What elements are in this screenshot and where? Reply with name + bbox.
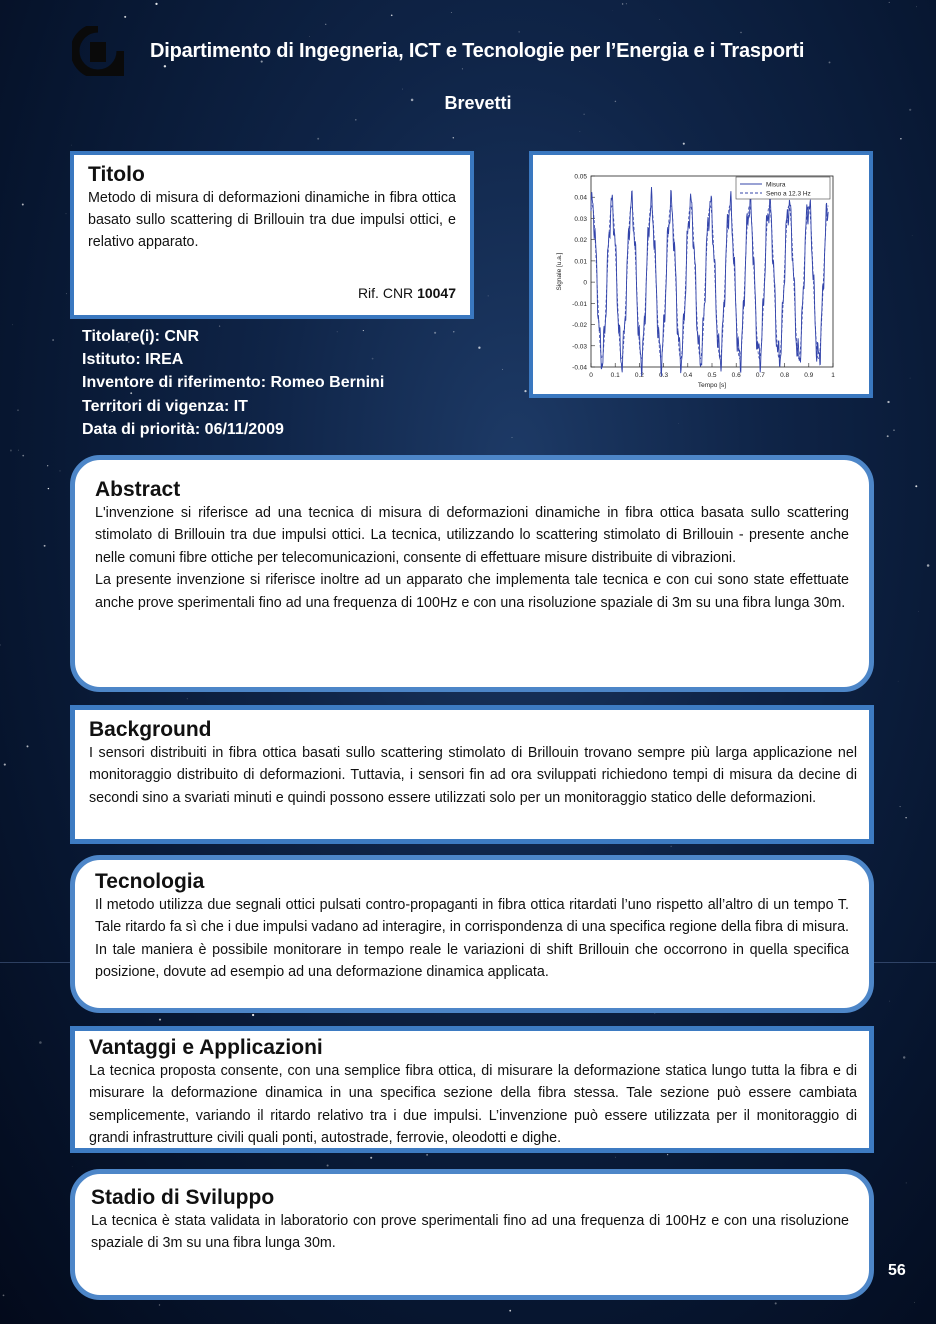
x-tick-label: 0.6 — [731, 372, 741, 379]
star — [66, 214, 67, 215]
star — [893, 430, 894, 431]
inventore: Inventore di riferimento: Romeo Bernini — [82, 374, 385, 392]
signal-chart — [533, 155, 869, 394]
x-tick-label: 0.1 — [610, 372, 620, 379]
x-axis-label: Tempo [s] — [697, 382, 727, 389]
star — [60, 470, 61, 471]
section-title: Brevetti — [444, 93, 512, 113]
star — [927, 564, 930, 567]
data-priorita: Data di priorità: 06/11/2009 — [82, 420, 284, 438]
star — [509, 1310, 511, 1312]
star — [912, 235, 913, 236]
star — [434, 332, 436, 334]
star — [4, 764, 6, 766]
y-tick-label: 0.02 — [574, 237, 587, 245]
star — [453, 137, 454, 138]
titolo-text: Metodo di misura di deformazioni dinamiche in fibra ottica basato sullo scattering di Brillouin tra due impulsi ottici, e relativo apparato. — [88, 190, 456, 250]
x-tick-label: 0.5 — [707, 372, 717, 379]
star — [71, 145, 72, 146]
patent-reference — [358, 285, 456, 301]
star — [22, 455, 24, 457]
star — [519, 31, 520, 32]
star — [916, 6, 917, 7]
star — [309, 36, 310, 37]
star — [402, 89, 403, 90]
star — [159, 1304, 160, 1305]
star — [47, 465, 48, 466]
star — [580, 131, 581, 132]
star — [900, 806, 901, 807]
y-tick-label: -0.02 — [572, 322, 587, 330]
background-text: I sensori distribuiti in fibra ottica basati sullo scattering stimolato di Brillouin trovano sempre più larga applicazione nel monitoraggio distribuito di deformazioni. Tuttavia, i sensori fin ad ora sviluppati richiedono tempi di misura da decine di secondi sino a svariati minuti e quindi possono essere utilizzati solo per un monitoraggio statico delle deformazioni. — [89, 745, 857, 806]
star — [52, 339, 54, 341]
star — [462, 68, 463, 69]
star — [17, 409, 19, 411]
star — [451, 12, 452, 13]
rif-number: 10047 — [417, 285, 456, 301]
abstract-box — [70, 455, 874, 692]
tecnologia-heading: Tecnologia — [95, 870, 205, 893]
stadio-text: La tecnica è stata validata in laboratorio con prove sperimentali fino ad una frequenza di 100Hz e con una risoluzione spaziale di 3m su una fibra lunga 30m. — [91, 1213, 849, 1252]
star — [18, 450, 19, 451]
patent-info — [82, 325, 384, 441]
y-tick-label: -0.03 — [572, 343, 587, 351]
star — [27, 745, 29, 747]
star — [72, 1166, 73, 1167]
star — [66, 293, 67, 294]
star — [44, 545, 46, 547]
y-tick-label: 0.04 — [574, 194, 587, 202]
titolo-heading: Titolo — [88, 163, 145, 186]
background-heading: Background — [89, 718, 212, 741]
star — [524, 390, 526, 392]
star — [159, 1019, 161, 1021]
x-tick-label: 0 — [589, 372, 593, 379]
star — [187, 698, 188, 699]
y-tick-label: 0.01 — [574, 258, 587, 266]
star — [155, 3, 157, 5]
star — [12, 324, 13, 325]
abstract-paragraph-2: La presente invenzione si riferisce inoltre ad un apparato che implementa tale tecnica e con cui sono state effettuate anche prove sperimentali fino ad una frequenza di 100Hz e con una risoluzione spaziale di 3m su una fibra lunga 30m. — [95, 572, 849, 611]
tecnologia-text: Il metodo utilizza due segnali ottici pulsati contro-propaganti in fibra ottica ritardati l’uno rispetto all’altro di un tempo T. Tale ritardo fa sì che i due impulsi vadano ad interagire, in corrispondenza di una specifica regione della fibra di misura. In tale maniera è possibile monitorare in tempo reale le variazioni di shift Brillouin che occorrono in quella specifica posizione, dovute ad esempio ad una deformazione dinamica applicata. — [95, 897, 849, 981]
istituto: Istituto: IREA — [82, 351, 184, 369]
abstract-heading: Abstract — [95, 478, 181, 501]
y-tick-label: -0.01 — [572, 300, 587, 308]
star — [906, 1182, 907, 1183]
star — [488, 296, 489, 297]
department-title: Dipartimento di Ingegneria, ICT e Tecnologie per l’Energia e i Trasporti — [150, 40, 805, 62]
y-axis-label: Signale [u.a.] — [556, 252, 563, 291]
stadio-heading: Stadio di Sviluppo — [91, 1186, 275, 1209]
star — [615, 1157, 616, 1158]
background-box — [70, 705, 874, 844]
y-tick-label: 0.05 — [574, 173, 587, 181]
legend-label: Misura — [766, 181, 786, 189]
y-tick-label: -0.04 — [572, 364, 587, 372]
star — [391, 14, 393, 16]
star — [889, 1001, 890, 1002]
star — [0, 644, 1, 645]
star — [667, 1154, 668, 1155]
star — [740, 32, 741, 33]
star — [903, 1056, 905, 1058]
vantaggi-heading: Vantaggi e Applicazioni — [89, 1036, 323, 1059]
tecnologia-box — [70, 855, 874, 1013]
star — [626, 3, 627, 4]
star — [164, 65, 166, 67]
star — [671, 846, 672, 847]
star — [10, 450, 12, 452]
x-tick-label: 0.3 — [659, 372, 669, 379]
star — [905, 817, 906, 818]
star — [887, 401, 889, 403]
star — [48, 488, 49, 489]
star — [512, 437, 513, 438]
star — [3, 1295, 5, 1297]
star — [478, 347, 480, 349]
star — [252, 1014, 254, 1016]
star — [910, 378, 911, 379]
x-tick-label: 0.9 — [804, 372, 814, 379]
star — [39, 1041, 42, 1044]
star — [900, 138, 901, 139]
page-number: 56 — [888, 1262, 906, 1279]
star — [453, 331, 454, 332]
star — [915, 485, 917, 487]
x-tick-label: 1 — [831, 372, 835, 379]
star — [914, 1302, 915, 1303]
y-tick-label: 0 — [583, 279, 587, 287]
vantaggi-text: La tecnica proposta consente, con una semplice fibra ottica, di misurare la deformazione statica lungo tutta la fibra e di misurare la deformazione dinamica in una specifica sezione della fibra stessa. Tale sezione può essere cambiata semplicemente, variando il ritardo relativo tra i due impulsi. L’invenzione può essere utilizzata per il monitoraggio di grandi infrastrutture civili quali ponti, autostrade, ferrovie, oleodotti e dighe. — [89, 1063, 857, 1147]
x-tick-label: 0.7 — [755, 372, 765, 379]
x-tick-label: 0.2 — [634, 372, 644, 379]
star — [683, 143, 685, 145]
abstract-paragraph-1: L'invenzione si riferisce ad una tecnica di misura di deformazioni dinamiche in fibra ottica basata sullo scattering stimolato di Brillouin tra due impulsi ottici. La tecnica, utilizzando lo scattering stimolato di Brillouin - presente anche nelle comuni fibre ottiche per telecomunicazioni, consente di effettuare misure distribuite di vibrazioni. — [95, 505, 849, 566]
star — [355, 119, 357, 121]
star — [124, 16, 126, 18]
star — [887, 435, 889, 437]
chart-box — [529, 151, 873, 398]
star — [622, 3, 623, 4]
rif-label: Rif. CNR — [357, 285, 414, 301]
star — [317, 138, 319, 140]
x-tick-label: 0.8 — [780, 372, 790, 379]
cnr-logo — [72, 26, 124, 76]
vantaggi-box — [70, 1026, 874, 1153]
y-tick-label: 0.03 — [574, 215, 587, 223]
x-tick-label: 0.4 — [683, 372, 693, 379]
territori: Territori di vigenza: IT — [82, 397, 248, 415]
star — [327, 1164, 329, 1166]
star — [775, 1302, 777, 1304]
series-line-2 — [591, 206, 828, 359]
titolo-box — [70, 151, 474, 319]
star — [659, 19, 660, 20]
star — [325, 24, 326, 25]
star — [502, 369, 503, 370]
star — [426, 1154, 428, 1156]
legend-label: Seno a 12.3 Hz — [766, 190, 811, 198]
star — [370, 1157, 372, 1159]
stadio-box — [70, 1169, 874, 1300]
star — [889, 2, 890, 3]
star — [22, 204, 24, 206]
titolare: Titolare(i): CNR — [82, 328, 200, 345]
